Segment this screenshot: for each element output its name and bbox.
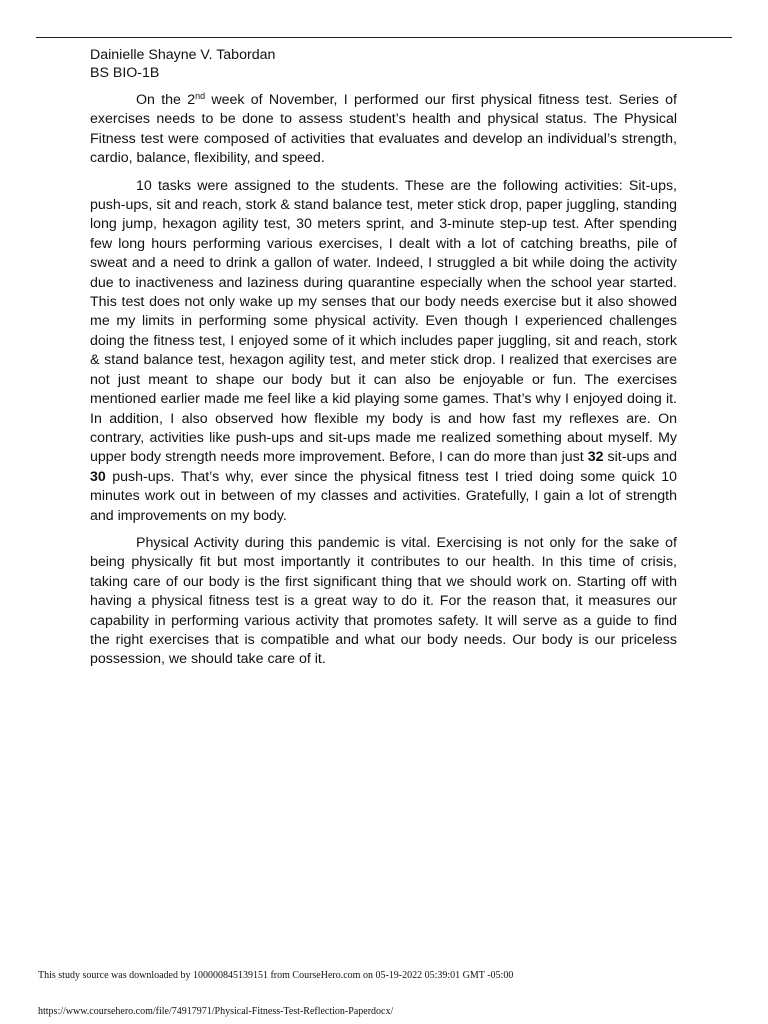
- paragraph-2-part-2: sit-ups and: [603, 449, 677, 466]
- paragraph-1-start: On the 2: [136, 92, 196, 108]
- pushups-count: 30: [90, 468, 106, 485]
- paragraph-2: [90, 177, 677, 526]
- situps-count: 32: [587, 449, 604, 466]
- author-name: Dainielle Shayne V. Tabordan: [90, 47, 276, 63]
- download-source-note: This study source was downloaded by 100000845139151 from CourseHero.com on 05-19-2022 05:39:01 GMT -05:00: [38, 970, 514, 981]
- paragraph-1: [90, 91, 677, 169]
- paragraph-2-part-1: 10 tasks were assigned to the students. These are the following activities: Sit-ups, push-ups, sit and reach, stork & stand balance test, meter stick drop, paper juggling, standing long jump, hexagon agility test, 30 meters sprint, and 3-minute step-up test. After spending few long hours performing various exercises, I dealt with a lot of catching breaths, pile of sweat and a need to drink a gallon of water. Indeed, I struggled a bit while doing the activity due to inactiveness and laziness during quarantine especially when the school year started. This test does not only wake up my senses that our body needs exercise but it also showed me my limits in performing some physical activity. Even though I experienced challenges doing the fitness test, I enjoyed some of it which includes paper juggling, sit and reach, stork & stand balance test, hexagon agility test, and meter stick drop. I realized that exercises are not just meant to shape our body but it can also be enjoyable or fun. The exercises mentioned earlier made me feel like a kid playing some games. That’s why I enjoyed doing it. In addition, I also observed how flexible my body is and how fast my reflexes are. On contrary, activities like push-ups and sit-ups made me realized something about myself. My upper body strength needs more improvement. Before, I can do more than just: [90, 177, 677, 466]
- ordinal-suffix: nd: [195, 91, 206, 101]
- paragraph-3: Physical Activity during this pandemic is vital. Exercising is not only for the sake of being physically fit but most importantly it contributes to our health. In this time of crisis, taking care of our body is the first significant thing that we should work on. Starting off with having a physical fitness test is a great way to do it. For the reason that, it measures our capability in performing various activity that promotes safety. It will serve as a guide to find the right exercises that is compatible and what our body needs. Our body is our priceless possession, we should take care of it.: [90, 534, 677, 668]
- paragraph-2-part-3: push-ups. That’s why, ever since the physical fitness test I tried doing some quick 10 minutes work out in between of my classes and activities. Gratefully, I gain a lot of strength and improvements on my body.: [90, 468, 677, 524]
- top-rule: [36, 37, 732, 38]
- paragraph-1-rest: week of November, I performed our first physical fitness test. Series of exercises needs to be done to assess student’s health and physical status. The Physical Fitness test were composed of activities that evaluates and develop an individual’s strength, cardio, balance, flexibility, and speed.: [90, 92, 677, 167]
- document-body: [90, 46, 677, 678]
- course-section: BS BIO-1B: [90, 65, 160, 81]
- source-url[interactable]: https://www.coursehero.com/file/74917971/Physical-Fitness-Test-Reflection-Paperdocx/: [38, 1006, 394, 1017]
